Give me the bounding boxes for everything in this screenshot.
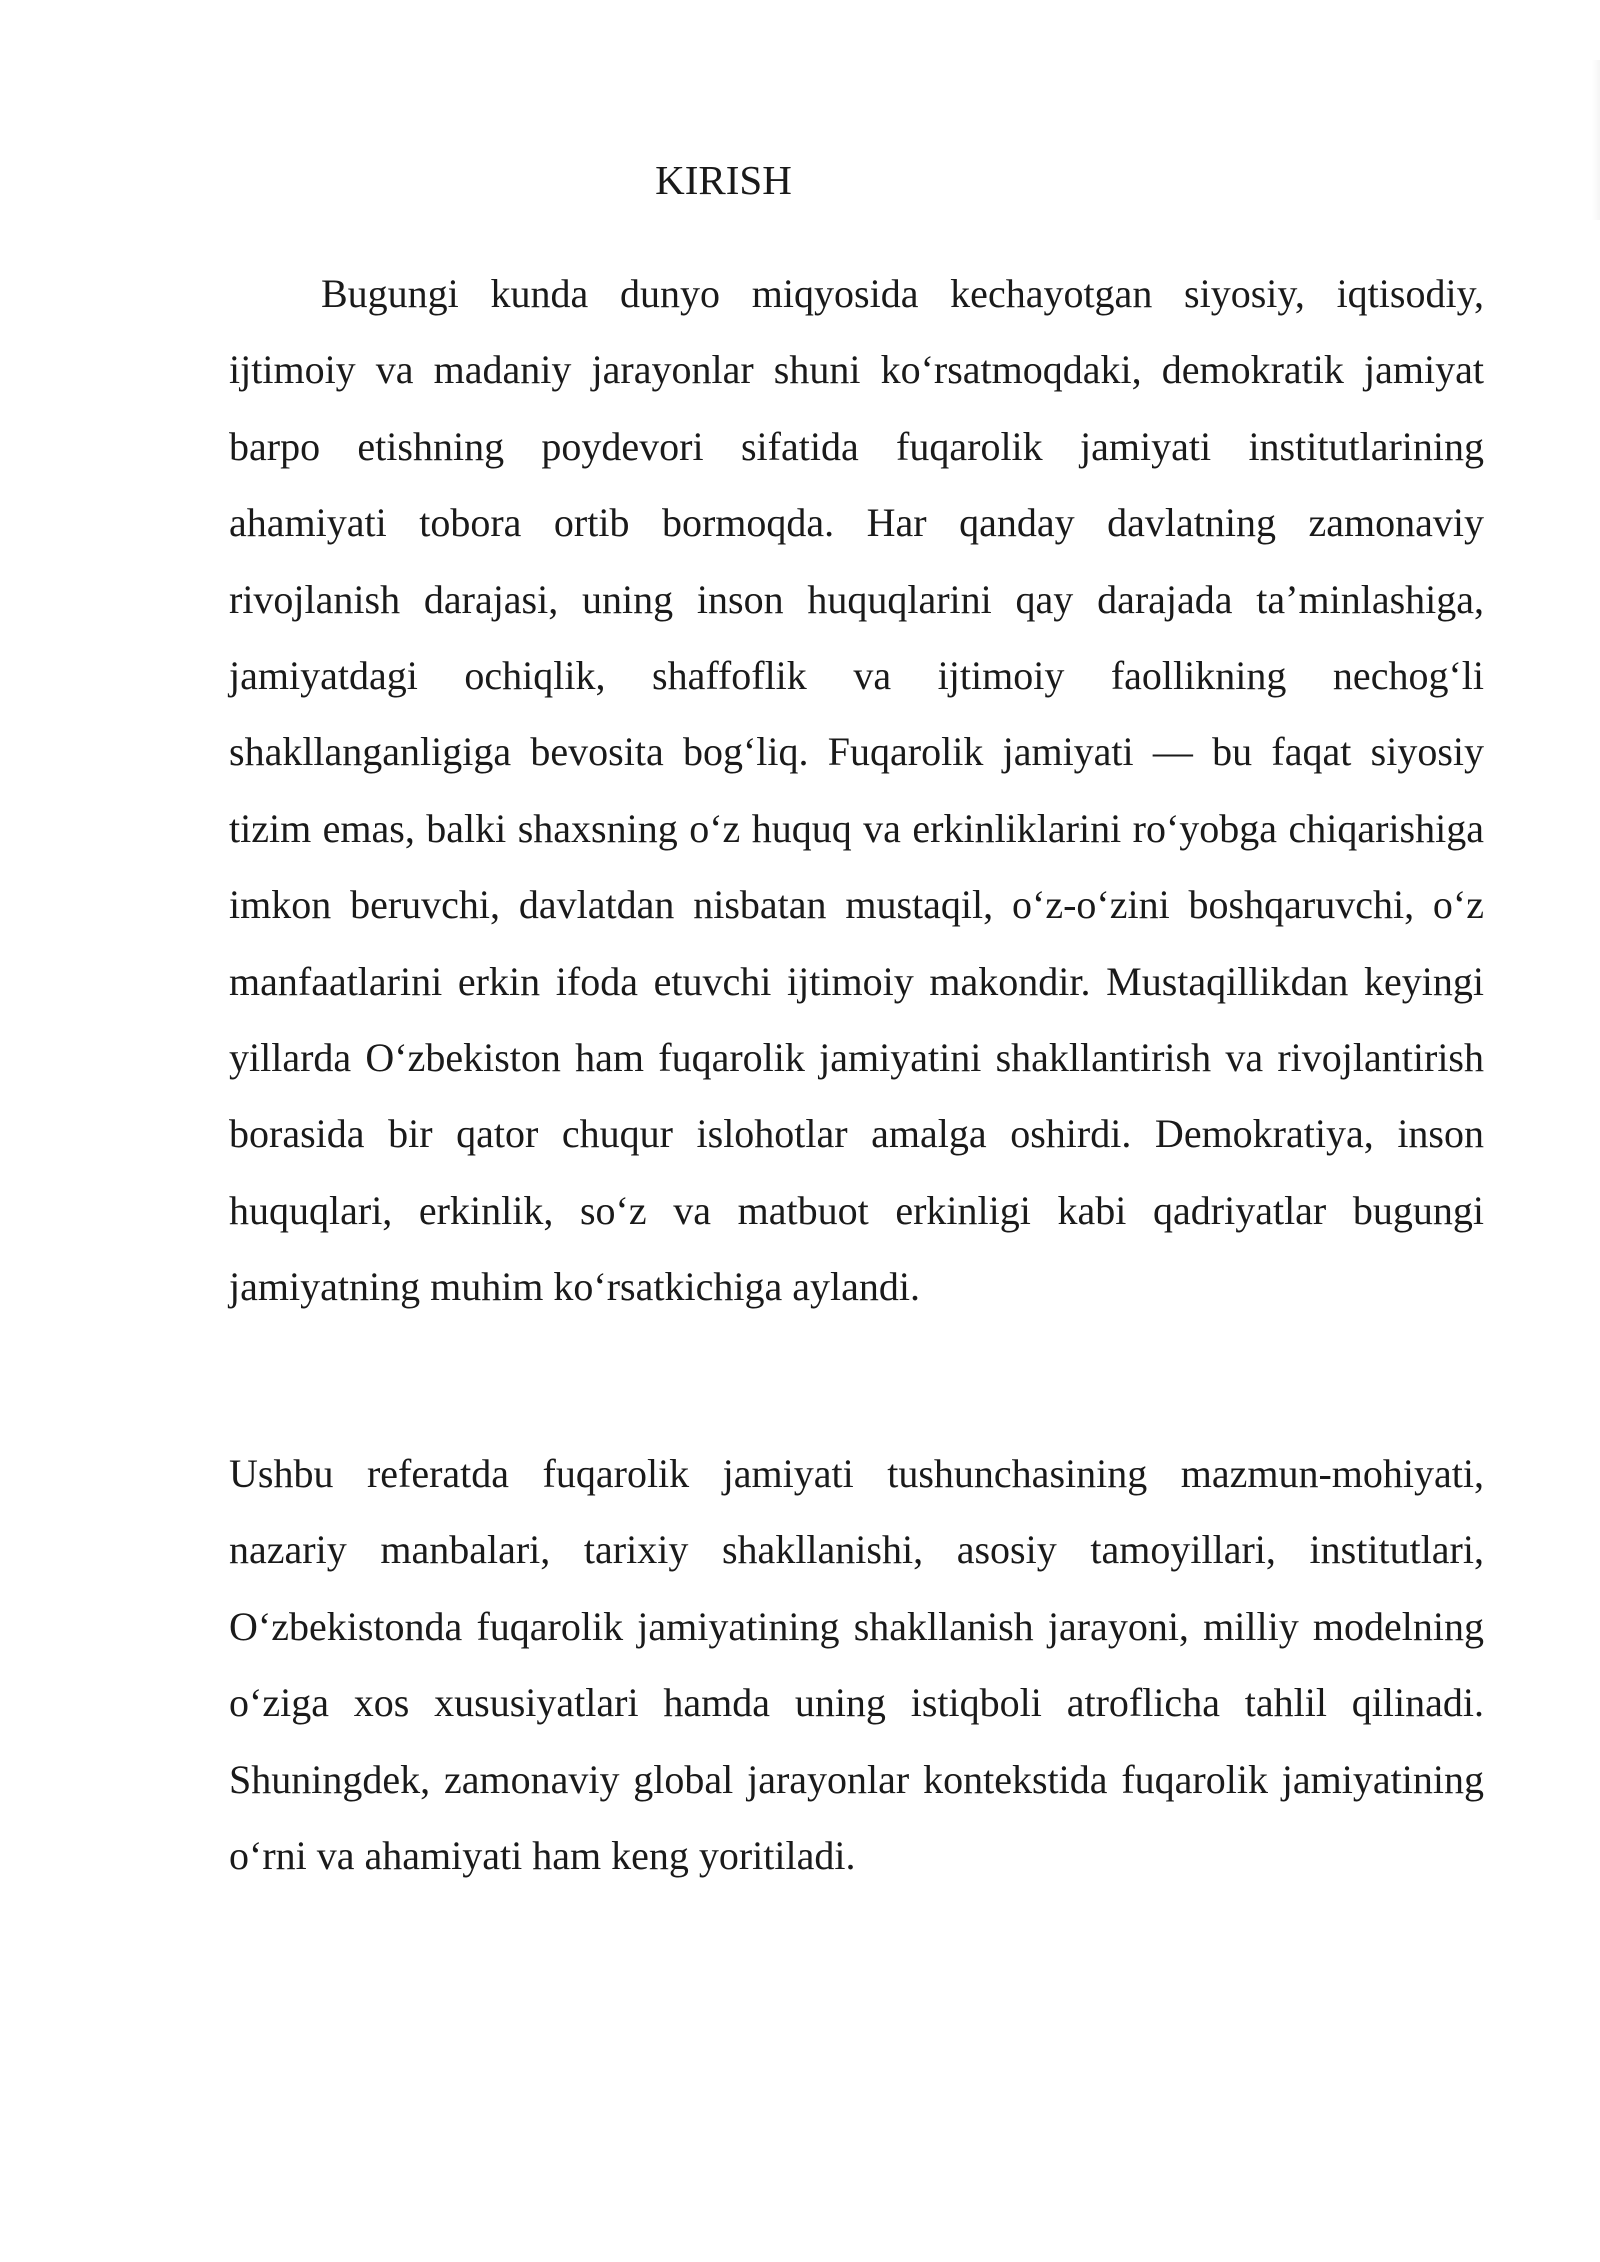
- intro-paragraph-2: Ushbu referatda fuqarolik jamiyati tushunchasining mazmun-mohiyati, nazariy manbalari, tarixiy shakllanishi, asosiy tamoyillari, institutlari, O‘zbekistonda fuqarolik jamiyatining shakllanish jarayoni, milliy modelning o‘ziga xos xususiyatlari hamda uning istiqboli atroflicha tahlil qilinadi. Shuningdek, zamonaviy global jarayonlar kontekstida fuqarolik jamiyatining o‘rni va ahamiyati ham keng yoritiladi.: [229, 1451, 1484, 1879]
- intro-paragraph-1: Bugungi kunda dunyo miqyosida kechayotgan siyosiy, iqtisodiy, ijtimoiy va madaniy jarayonlar shuni ko‘rsatmoqdaki, demokratik jamiyat barpo etishning poydevori sifatida fuqarolik jamiyati institutlarining ahamiyati tobora ortib bormoqda. Har qanday davlatning zamonaviy rivojlanish darajasi, uning inson huquqlarini qay darajada ta’minlashiga, jamiyatdagi ochiqlik, shaffoflik va ijtimoiy faollikning nechog‘li shakllanganligiga bevosita bog‘liq. Fuqarolik jamiyati — bu faqat siyosiy tizim emas, balki shaxsning o‘z huquq va erkinliklarini ro‘yobga chiqarishiga imkon beruvchi, davlatdan nisbatan mustaqil, o‘z-o‘zini boshqaruvchi, o‘z manfaatlarini erkin ifoda etuvchi ijtimoiy makondir. Mustaqillikdan keyingi yillarda O‘zbekiston ham fuqarolik jamiyatini shakllantirish va rivojlantirish borasida bir qator chuqur islohotlar amalga oshirdi. Demokratiya, inson huquqlari, erkinlik, so‘z va matbuot erkinligi kabi qadriyatlar bugungi jamiyatning muhim ko‘rsatkichiga aylandi.: [229, 271, 1484, 1310]
- page-edge-shadow: [1592, 60, 1600, 220]
- page-title: KIRISH: [655, 157, 792, 203]
